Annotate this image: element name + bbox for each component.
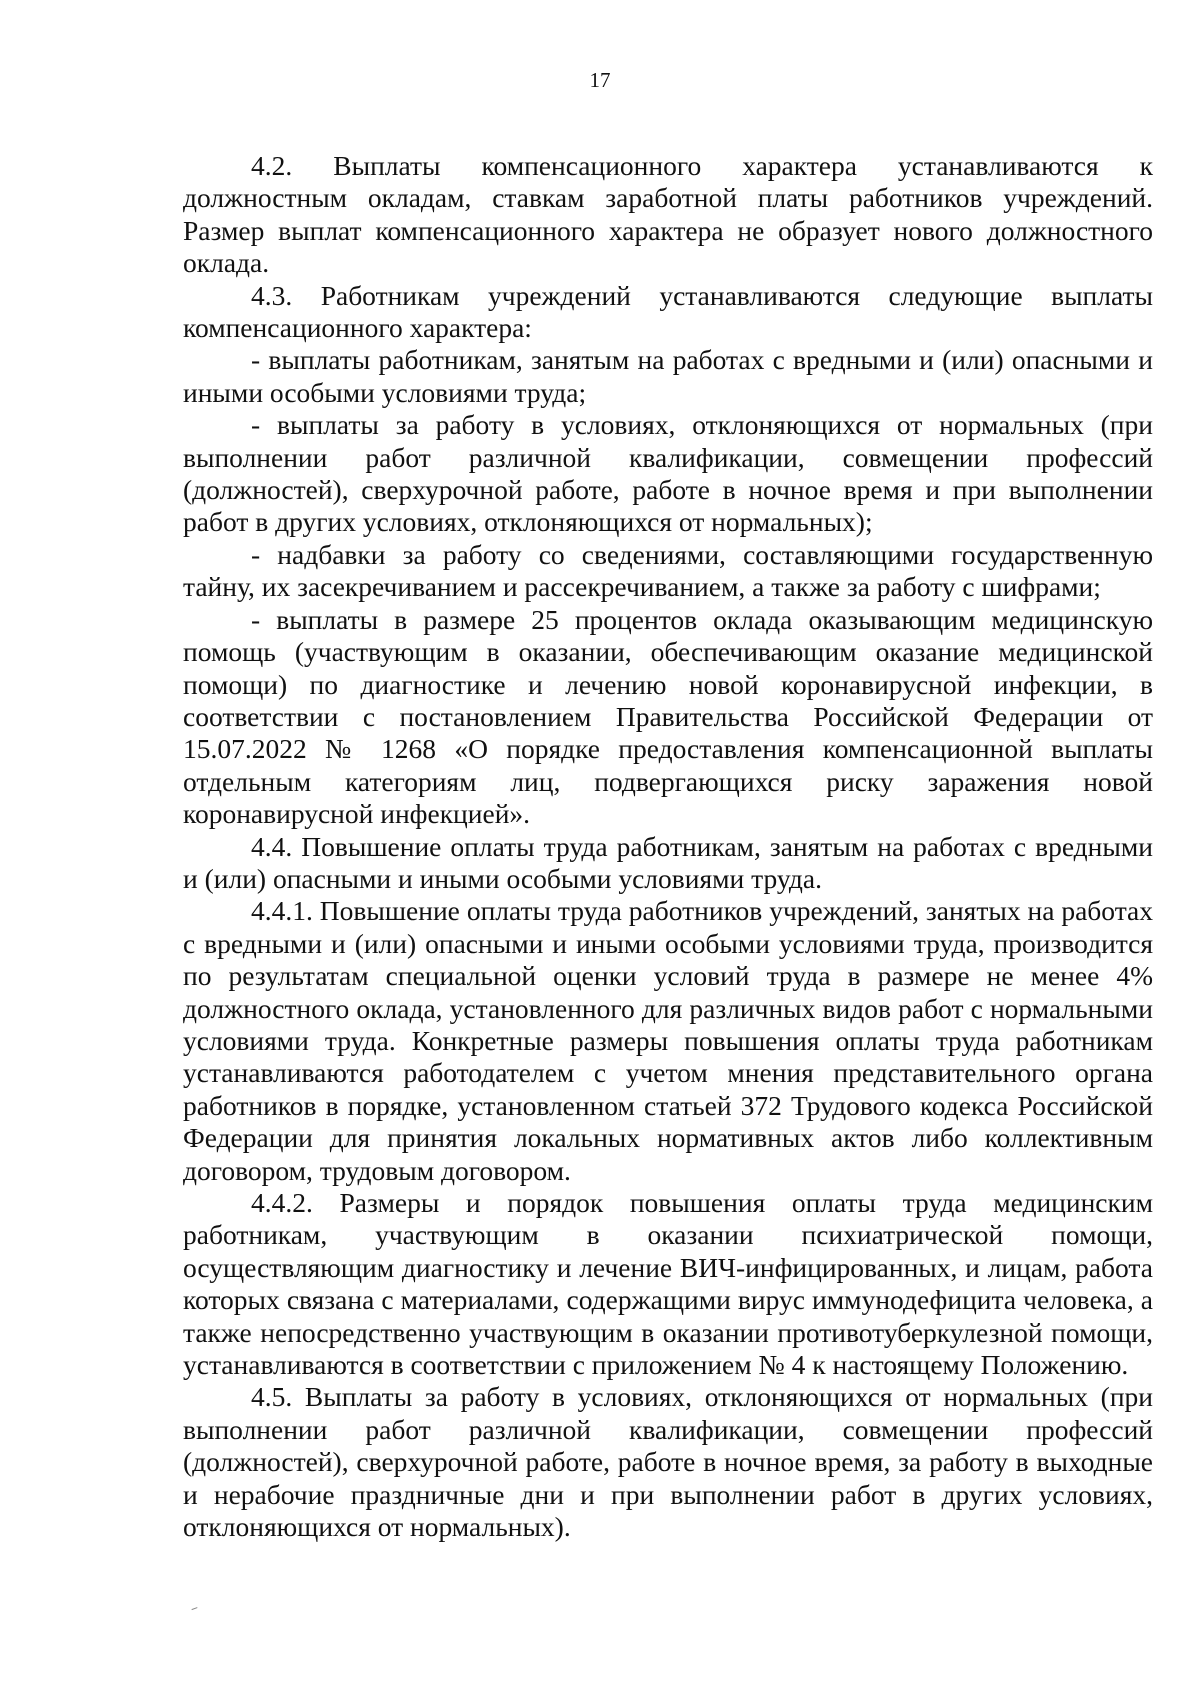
paragraph-4-5: 4.5. Выплаты за работу в условиях, отклоняющихся от нормальных (при выполнении работ различной квалификации, совмещении профессий (должностей), сверхурочной работе, работе в ночное время, за работу в выходные и нерабочие праздничные дни и при выполнении работ в других условиях, отклоняющихся от нормальных). — [183, 1381, 1153, 1543]
list-item-abnormal-conditions: - выплаты за работу в условиях, отклоняющихся от нормальных (при выполнении работ различной квалификации, совмещении профессий (должностей), сверхурочной работе, работе в ночное время и при выполнении работ в других условиях, отклоняющихся от нормальных); — [183, 409, 1153, 538]
paragraph-4-4: 4.4. Повышение оплаты труда работникам, занятым на работах с вредными и (или) опасными и иными особыми условиями труда. — [183, 830, 1153, 894]
scan-speck — [191, 1607, 198, 1613]
list-item-state-secret: - надбавки за работу со сведениями, составляющими государственную тайну, их засекречиванием и рассекречиванием, а также за работу с шифрами; — [183, 538, 1153, 603]
paragraph-4-2: 4.2. Выплаты компенсационного характера устанавливаются к должностным окладам, ставкам заработной платы работников учреждений. Размер выплат компенсационного характера не образует нового должностного оклада. — [183, 150, 1153, 279]
document-body — [183, 150, 1153, 1543]
list-item-harmful-conditions: - выплаты работникам, занятым на работах с вредными и (или) опасными и иными особыми условиями труда; — [183, 344, 1153, 408]
page-number: 17 — [589, 68, 611, 92]
paragraph-4-3: 4.3. Работникам учреждений устанавливаются следующие выплаты компенсационного характера: — [183, 279, 1153, 344]
paragraph-4-4-1: 4.4.1. Повышение оплаты труда работников учреждений, занятых на работах с вредными и (или) опасными и иными особыми условиями труда, производится по результатам специальной оценки условий труда в размере не менее 4% должностного оклада, установленного для различных видов работ с нормальными условиями труда. Конкретные размеры повышения оплаты труда работникам устанавливаются работодателем с учетом мнения представительного органа работников в порядке, установленном статьей 372 Трудового кодекса Российской Федерации для принятия локальных нормативных актов либо коллективным договором, трудовым договором. — [183, 895, 1153, 1186]
list-item-coronavirus: - выплаты в размере 25 процентов оклада оказывающим медицинскую помощь (участвующим в оказании, обеспечивающим оказание медицинской помощи) по диагностике и лечению новой коронавирусной инфекции, в соответствии с постановлением Правительства Российской Федерации от 15.07.2022 № 1268 «О порядке предоставления компенсационной выплаты отдельным категориям лиц, подвергающихся риску заражения новой коронавирусной инфекцией». — [183, 603, 1153, 830]
paragraph-4-4-2: 4.4.2. Размеры и порядок повышения оплаты труда медицинским работникам, участвующим в оказании психиатрической помощи, осуществляющим диагностику и лечение ВИЧ-инфицированных, и лицам, работа которых связана с материалами, содержащими вирус иммунодефицита человека, а также непосредственно участвующим в оказании противотуберкулезной помощи, устанавливаются в соответствии с приложением № 4 к настоящему Положению. — [183, 1187, 1153, 1381]
